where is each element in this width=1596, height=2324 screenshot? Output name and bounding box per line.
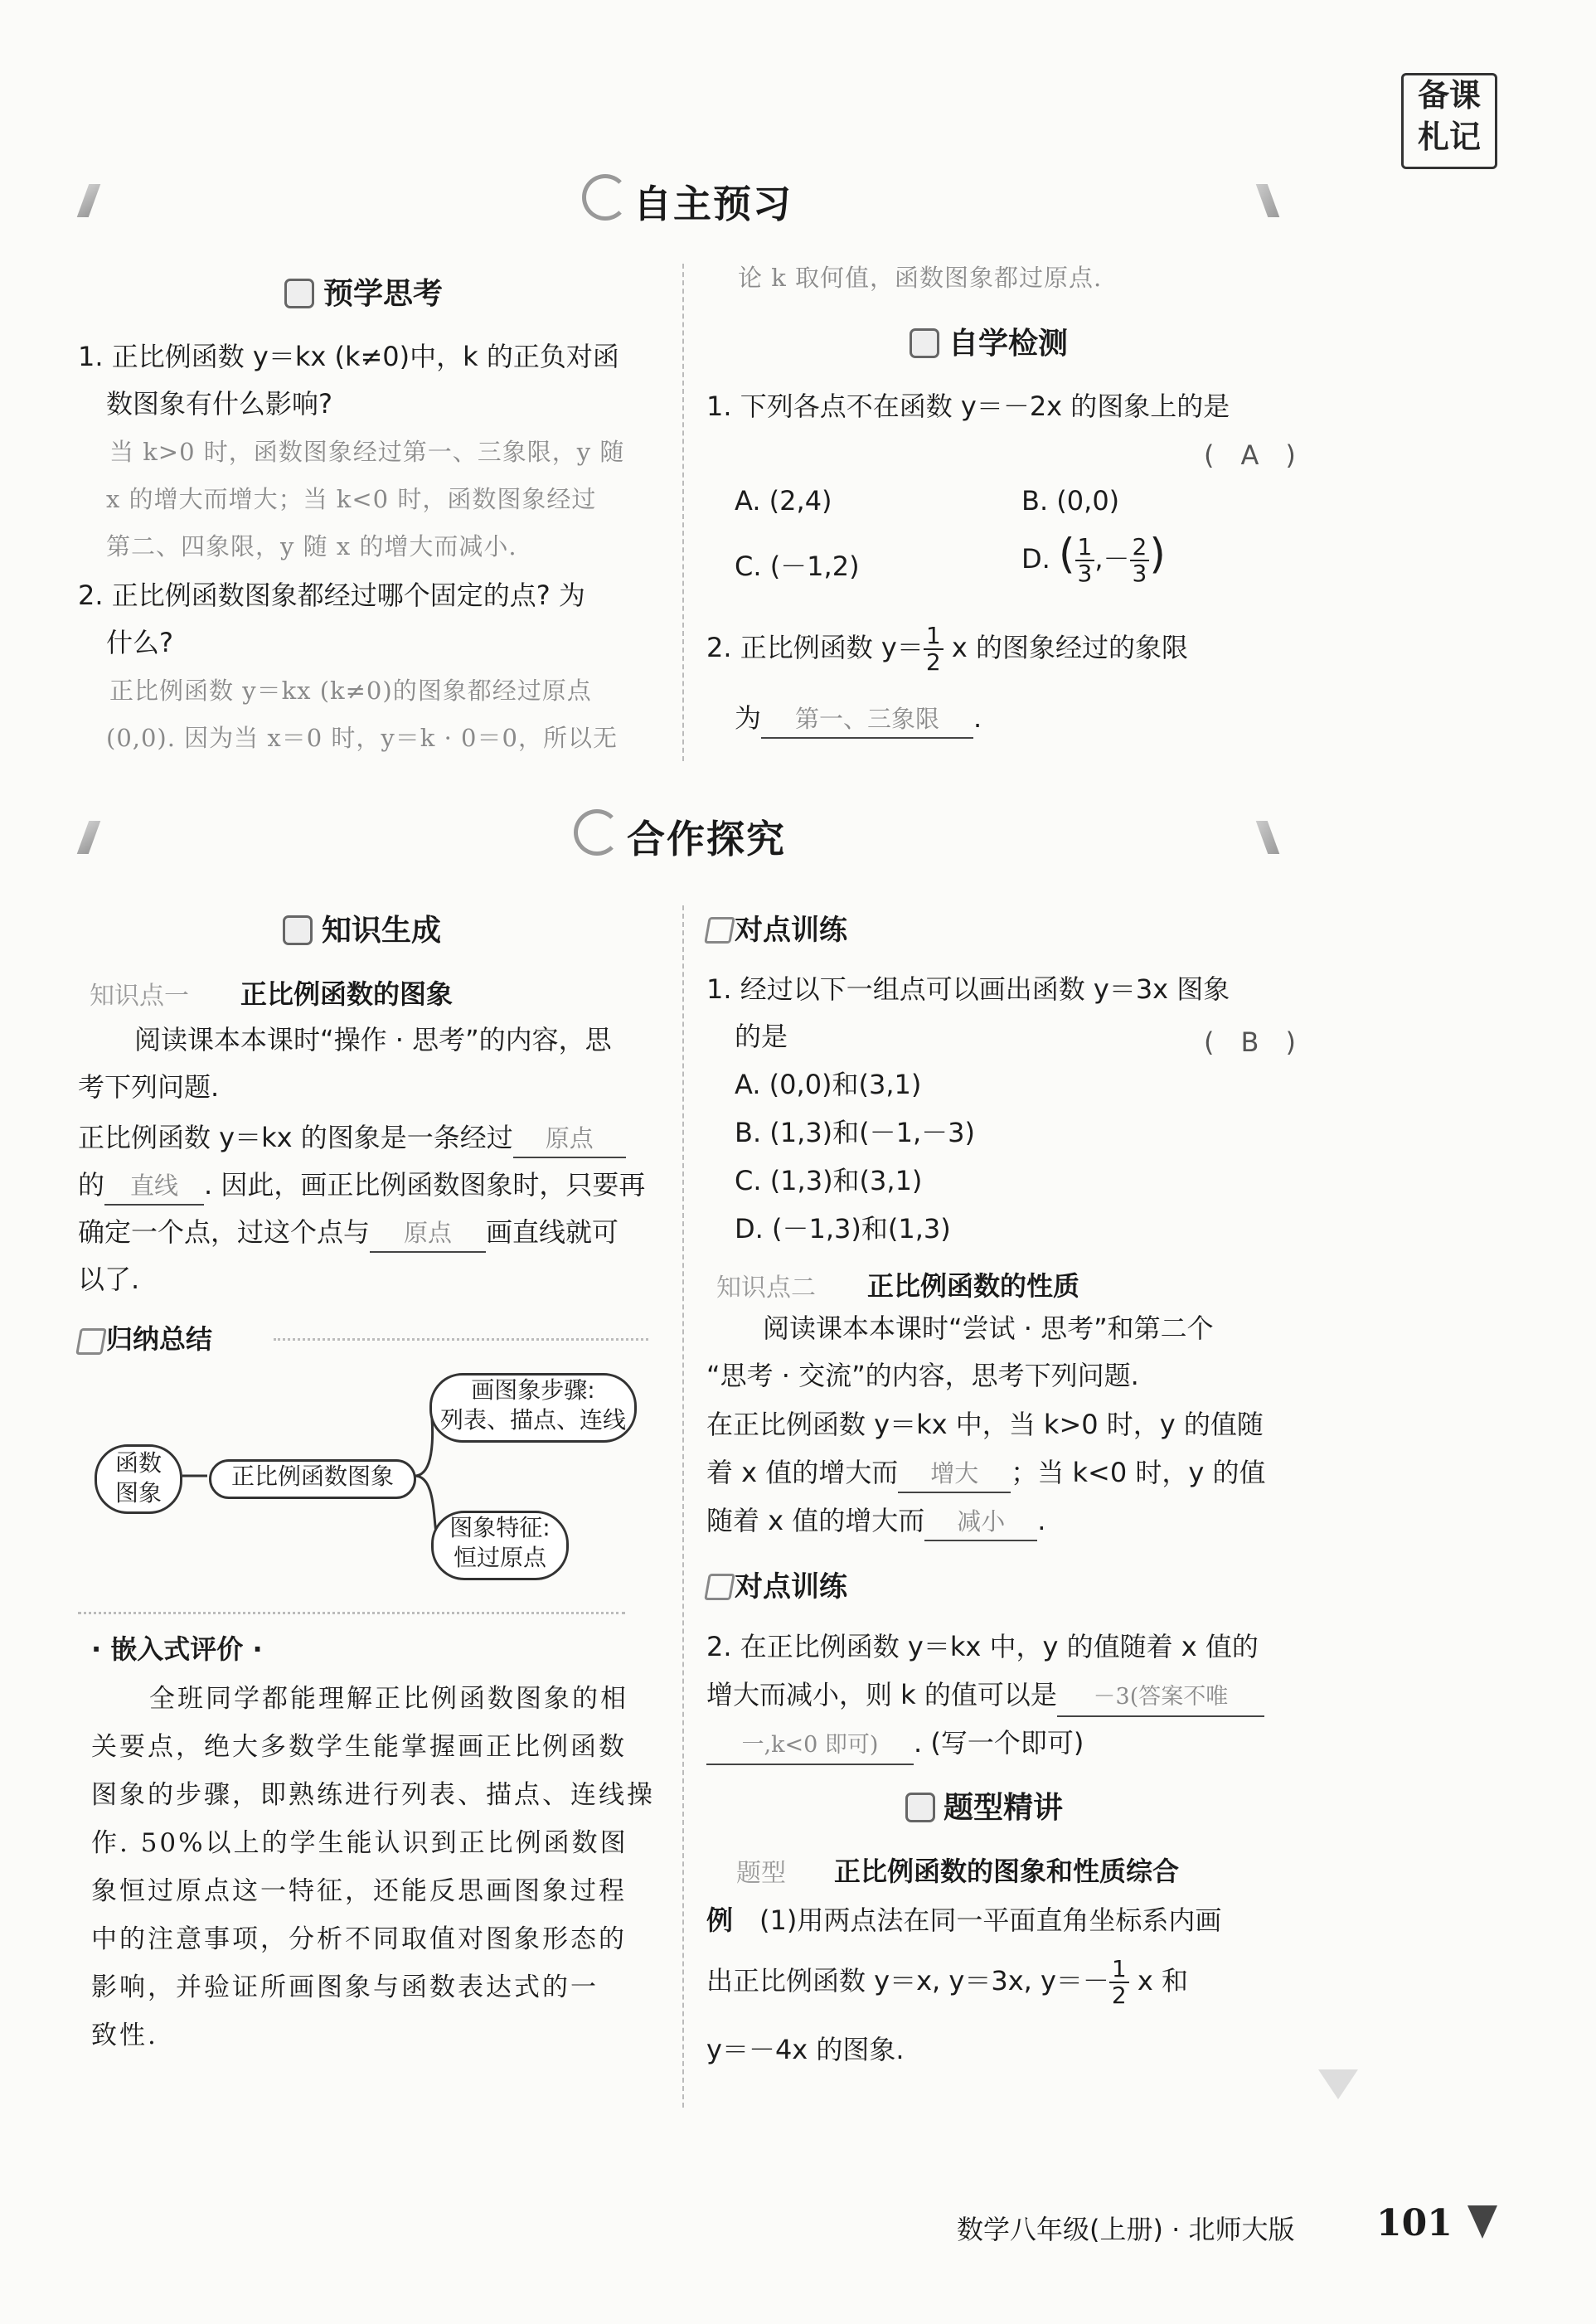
evaluation-line-4: 作. 50%以上的学生能认识到正比例函数图 — [91, 1828, 628, 1858]
knowledge-2-p2-a: 着 x 值的增大而 — [706, 1457, 899, 1488]
evaluation-line-6: 中的注意事项，分析不同取值对图象形态的 — [91, 1924, 627, 1954]
training-2-title: 对点训练 — [735, 1570, 847, 1604]
training-2-q2-end: . (写一个即可) — [914, 1727, 1084, 1759]
selftest-q2-line1 — [706, 623, 1188, 675]
knowledge-blank-1: 原点 — [513, 1120, 626, 1158]
knowledge-p2-d: 确定一个点，过这个点与 — [78, 1216, 371, 1248]
prestudy-q1-line2: 数图象有什么影响? — [106, 388, 332, 420]
memo-line-1: 备课 — [1417, 76, 1481, 114]
prestudy-icon — [284, 279, 314, 308]
question-type-tag: 题型 — [736, 1859, 786, 1888]
knowledge-2-p2-line3 — [706, 1497, 1045, 1545]
knowledge-p2-a: 正比例函数 y＝kx 的图象是一条经过 — [78, 1122, 513, 1153]
page-number: 101 — [1376, 2202, 1453, 2244]
decor-slash-left-2 — [77, 821, 101, 854]
mind-node-root — [95, 1444, 182, 1514]
knowledge-p2-line2 — [78, 1162, 645, 1209]
training-2-q2-line1: 2. 在正比例函数 y＝kx 中，y 的值随着 x 值的 — [706, 1631, 1259, 1662]
training-2-q2-line2 — [706, 1671, 1264, 1719]
selftest-q2-line2 — [735, 695, 982, 742]
evaluation-line-7: 影响，并验证所画图象与函数表达式的一 — [91, 1972, 599, 2002]
knowledge-2-p2-b: ；当 k<0 时，y 的值 — [1011, 1457, 1266, 1488]
training-2-q2-line3 — [706, 1720, 1084, 1767]
prestudy-q2-line1: 2. 正比例函数图象都经过哪个固定的点? 为 — [78, 580, 585, 611]
evaluation-title: · 嵌入式评价 · — [91, 1633, 263, 1665]
example-num: 1 — [1109, 1957, 1129, 1983]
training-1-q1-line2: 的是 — [735, 1021, 788, 1052]
evaluation-line-5: 象恒过原点这一特征，还能反思画图象过程 — [91, 1876, 627, 1906]
knowledge-point-1-title: 正比例函数的图象 — [240, 978, 454, 1010]
examples-icon — [905, 1793, 935, 1822]
selftest-q1: 1. 下列各点不在函数 y＝－2x 的图象上的是 — [706, 391, 1230, 422]
option-d-prefix: D. — [1021, 543, 1050, 575]
examples-title: 题型精讲 — [944, 1791, 1064, 1825]
knowledge-p2-e: 画直线就可 — [486, 1216, 619, 1248]
mind-node-steps-line2: 列表、描点、连线 — [439, 1406, 626, 1434]
training-1-option-a: A. (0,0)和(3,1) — [735, 1069, 922, 1100]
selftest-q2-blank: 第一、三象限 — [761, 701, 973, 739]
memo-line-2: 札记 — [1417, 118, 1481, 155]
example-den: 2 — [1111, 1982, 1127, 2009]
knowledge-point-2-tag: 知识点二 — [716, 1274, 816, 1303]
knowledge-2-p1-line1: 阅读课本本课时“尝试 · 思考”和第二个 — [763, 1312, 1214, 1344]
prestudy-q1-line1: 1. 正比例函数 y＝kx (k≠0)中，k 的正负对函 — [78, 341, 619, 372]
training-1-q1-answer: ( B ) — [1204, 1026, 1296, 1058]
decor-slash-right-2 — [1256, 821, 1280, 854]
knowledge-p2-b: 的 — [78, 1169, 105, 1201]
evaluation-line-1: 全班同学都能理解正比例函数图象的相 — [149, 1684, 628, 1714]
knowledge-p2-c: . 因此，画正比例函数图象时，只要再 — [204, 1169, 646, 1201]
prestudy-a1-line1: 当 k>0 时，函数图象经过第一、三象限，y 随 — [109, 438, 625, 466]
training-1-option-c: C. (1,3)和(3,1) — [735, 1165, 923, 1196]
knowledge-2-blank-1: 增大 — [898, 1455, 1011, 1493]
evaluation-line-3: 图象的步骤，即熟练进行列表、描点、连线操 — [91, 1780, 655, 1810]
footer-arrow-icon — [1467, 2205, 1497, 2239]
pencil-icon — [75, 1328, 107, 1355]
section-swirl-icon — [582, 174, 628, 221]
example-line-3: y＝－4x 的图象. — [706, 2034, 905, 2065]
lesson-notes-box — [1401, 73, 1497, 169]
knowledge-blank-3: 原点 — [370, 1215, 486, 1253]
evaluation-line-8: 致性. — [91, 2021, 158, 2050]
example-line-2-b: x 和 — [1137, 1965, 1189, 1997]
example-line-2 — [706, 1957, 1188, 2008]
decor-slash-right — [1256, 184, 1280, 217]
knowledge-title: 知识生成 — [322, 914, 442, 948]
knowledge-p1-line2: 考下列问题. — [78, 1071, 220, 1103]
mind-node-features-line1: 图象特征: — [449, 1514, 551, 1541]
knowledge-2-p2-line2 — [706, 1449, 1265, 1497]
option-d-den1: 3 — [1077, 560, 1093, 587]
knowledge-point-2-title: 正比例函数的性质 — [867, 1270, 1080, 1302]
example-label: 例 — [706, 1904, 734, 1936]
selftest-q2-prefix: 为 — [735, 702, 762, 734]
mind-node-root-line2: 图象 — [114, 1479, 162, 1506]
mind-node-features — [431, 1511, 569, 1580]
summary-bottom-dotted-line — [78, 1612, 625, 1614]
summary-title: 归纳总结 — [106, 1323, 213, 1355]
decor-triangle — [1318, 2069, 1358, 2099]
option-d-den2: 3 — [1132, 560, 1147, 587]
training-1-icon — [704, 917, 735, 944]
prestudy-a2-line2: (0,0). 因为当 x＝0 时，y＝k · 0＝0，所以无 — [106, 724, 618, 752]
mind-node-steps-line1: 画图象步骤: — [471, 1376, 595, 1404]
training-1-q1-line1: 1. 经过以下一组点可以画出函数 y＝3x 图象 — [706, 973, 1230, 1005]
prestudy-a1-line3: 第二、四象限，y 随 x 的增大而减小. — [106, 532, 517, 560]
example-line-1: (1)用两点法在同一平面直角坐标系内画 — [759, 1904, 1222, 1936]
knowledge-2-p1-line2: “思考 · 交流”的内容，思考下列问题. — [706, 1360, 1139, 1391]
mind-node-root-line1: 函数 — [114, 1449, 162, 1477]
training-2-blank-2: 一,k<0 即可) — [706, 1727, 914, 1765]
prestudy-a1-line2: x 的增大而增大；当 k<0 时，函数图象经过 — [106, 485, 597, 513]
example-line-2-a: 出正比例函数 y＝x, y＝3x, y＝－ — [706, 1965, 1109, 1997]
mind-node-main: 正比例函数图象 — [209, 1459, 416, 1499]
selftest-q2-end: . — [973, 702, 982, 734]
selftest-option-d: D. ( $\frac{1}{3}$ ,－ $\frac{2}{3}$ ) — [1021, 530, 1166, 587]
selftest-q2-part2: x 的图象经过的象限 — [951, 632, 1188, 663]
option-d-num2: 2 — [1130, 535, 1150, 561]
knowledge-2-p2-c: 随着 x 值的增大而 — [706, 1505, 925, 1536]
knowledge-blank-2: 直线 — [104, 1167, 204, 1206]
selftest-option-c: C. (－1,2) — [735, 551, 860, 582]
column-divider-bottom — [682, 905, 684, 2108]
option-d-sep: ,－ — [1094, 543, 1130, 575]
training-2-q2-a: 增大而减小，则 k 的值可以是 — [706, 1679, 1057, 1710]
prestudy-title: 预学思考 — [323, 277, 444, 311]
selftest-q2-num: 1 — [924, 623, 944, 650]
section-title-preview: 自主预习 — [633, 182, 793, 226]
prestudy-a2-line1: 正比例函数 y＝kx (k≠0)的图象都经过原点 — [109, 677, 592, 705]
knowledge-point-1-tag: 知识点一 — [90, 982, 189, 1011]
section-title-explore: 合作探究 — [627, 817, 786, 861]
knowledge-p1-line1: 阅读课本本课时“操作 · 思考”的内容，思 — [134, 1024, 612, 1055]
knowledge-p2-line1 — [78, 1114, 626, 1162]
selftest-option-b: B. (0,0) — [1021, 485, 1120, 517]
knowledge-2-p2-d: . — [1037, 1505, 1046, 1536]
selftest-title: 自学检测 — [948, 327, 1069, 361]
prestudy-a2-line3: 论 k 取何值，函数图象都过原点. — [738, 264, 1103, 292]
training-1-option-b: B. (1,3)和(－1,－3) — [735, 1117, 976, 1148]
selftest-q1-answer: ( A ) — [1204, 439, 1296, 471]
mind-node-steps — [429, 1373, 637, 1443]
selftest-option-a: A. (2,4) — [735, 485, 832, 517]
prestudy-q2-line2: 什么? — [106, 627, 173, 658]
footer-book-title: 数学八年级(上册) · 北师大版 — [957, 2214, 1295, 2245]
question-type-title: 正比例函数的图象和性质综合 — [834, 1856, 1180, 1887]
selftest-icon — [910, 328, 939, 358]
decor-slash-left — [77, 184, 101, 217]
knowledge-2-p2-line1: 在正比例函数 y＝kx 中，当 k>0 时，y 的值随 — [706, 1409, 1264, 1440]
knowledge-p2-line3 — [78, 1209, 619, 1256]
knowledge-2-blank-2: 减小 — [924, 1503, 1037, 1541]
training-2-blank-1: －3(答案不唯 — [1057, 1679, 1264, 1717]
selftest-q2-part1: 2. 正比例函数 y＝ — [706, 632, 924, 663]
knowledge-p2-line4: 以了. — [78, 1264, 140, 1295]
training-1-option-d: D. (－1,3)和(1,3) — [735, 1213, 951, 1244]
column-divider-top — [682, 264, 684, 761]
training-2-icon — [704, 1574, 735, 1600]
summary-dotted-line — [274, 1338, 648, 1341]
training-1-title: 对点训练 — [735, 914, 847, 947]
knowledge-icon — [283, 915, 313, 945]
evaluation-line-2: 关要点，绝大多数学生能掌握画正比例函数 — [91, 1732, 627, 1762]
selftest-q2-den: 2 — [925, 648, 941, 676]
option-d-num1: 1 — [1075, 535, 1095, 561]
section-search-icon — [574, 809, 620, 856]
mind-node-features-line2: 恒过原点 — [453, 1544, 546, 1571]
